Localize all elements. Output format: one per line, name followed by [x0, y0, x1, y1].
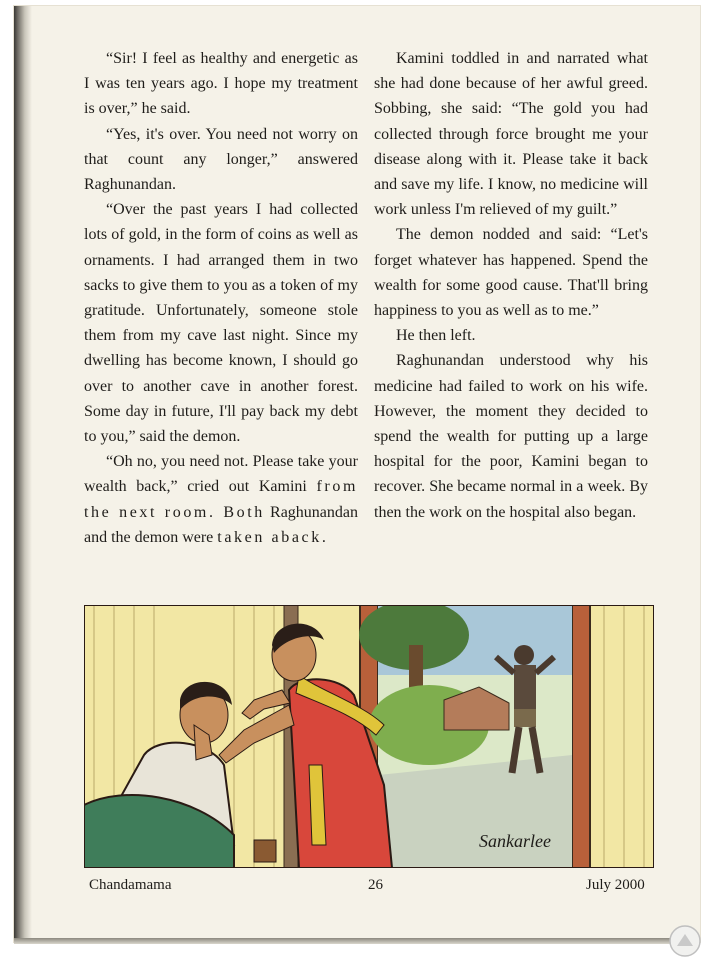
- artist-signature: Sankarlee: [479, 831, 551, 851]
- left-paragraph-4-line-b: from the next room. Both: [84, 478, 358, 521]
- page-binding-shadow: [14, 6, 32, 942]
- clay-pot: [254, 840, 276, 862]
- footer-magazine-name: Chandamama: [89, 877, 172, 893]
- right-paragraph-2: The demon nodded and said: “Let's forget whatever has happened. Spend the wealth for some good cause. That'll bring happiness to you as well as to me.”: [374, 226, 648, 320]
- left-paragraph-4-line-a: “Oh no, you need not. Please take your wealth back,” cried out Kamini: [84, 453, 358, 496]
- left-paragraph-4: [84, 449, 358, 550]
- left-paragraph-4-line-c: Raghunandan and the demon were: [84, 503, 358, 546]
- right-paragraph-3: He then left.: [396, 327, 476, 345]
- right-paragraph-1: Kamini toddled in and narrated what she had done because of her awful greed. Sobbing, she said: “The gold you had collected through force brought me your disease along with it. Please take it back and save my life. I know, no medicine will work unless I'm relieved of my guilt.”: [374, 50, 648, 219]
- right-text-column: [374, 46, 648, 525]
- corner-seal-icon: [668, 924, 702, 958]
- page-bottom-edge: [14, 938, 700, 944]
- door-frame-right: [572, 605, 590, 868]
- left-paragraph-3: “Over the past years I had collected lots of gold, in the form of coins as well as ornaments. I had arranged them in two sacks to give them to you as a token of my gratitude. Unfortunately, someone stole them from my cave last night. Since my dwelling has become known, I should go over to another cave in another forest. Some day in future, I'll pay back my debt to you,” said the demon.: [84, 201, 358, 446]
- left-text-column: [84, 46, 358, 550]
- story-illustration: [84, 605, 654, 868]
- left-paragraph-4-line-d: taken aback.: [217, 528, 329, 546]
- left-paragraph-1: “Sir! I feel as healthy and energetic as I was ten years ago. I hope my treatment is over,” he said.: [84, 50, 358, 118]
- left-paragraph-2: “Yes, it's over. You need not worry on that count any longer,” answered Raghunandan.: [84, 125, 358, 194]
- page-number: 26: [368, 877, 383, 893]
- issue-date: July 2000: [586, 877, 645, 893]
- right-paragraph-4: Raghunandan understood why his medicine had failed to work on his wife. However, the moment they decided to spend the wealth for putting up a large hospital for the poor, Kamini began to recover. She became normal in a week. By then the work on the hospital also began.: [374, 352, 648, 521]
